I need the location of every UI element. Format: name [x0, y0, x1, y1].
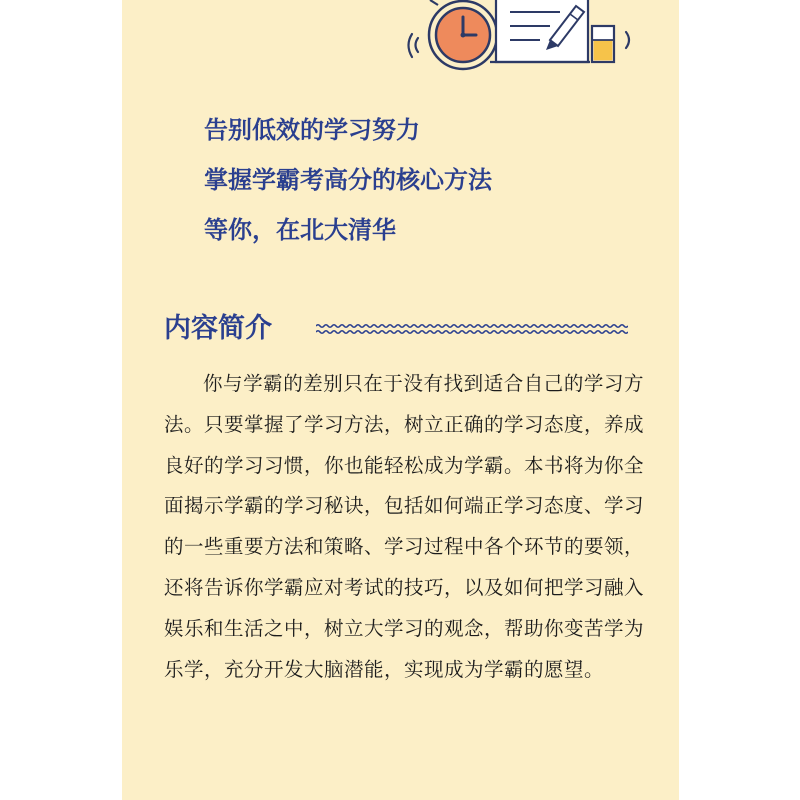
- study-illustration: [400, 0, 650, 75]
- alarm-clock-icon: [409, 0, 498, 69]
- section-title: 内容简介: [164, 313, 272, 344]
- glass-icon: [592, 26, 614, 62]
- slogan-line-1: 告别低效的学习努力: [204, 115, 420, 144]
- slogan-line-2: 掌握学霸考高分的核心方法: [204, 165, 492, 194]
- intro-paragraph: 你与学霸的差别只在于没有找到适合自己的学习方法。只要掌握了学习方法，树立正确的学习态度，养成良好的学习习惯，你也能轻松成为学霸。本书将为你全面揭示学霸的学习秘诀，包括如何端正学习态度、学习的一些重要方法和策略、学习过程中各个环节的要领，还将告诉你学霸应对考试的技巧，以及如何把学习融入娱乐和生活之中，树立大学习的观念，帮助你变苦学为乐学，充分开发大脑潜能，实现成为学霸的愿望。: [164, 372, 645, 681]
- slogan-block: [204, 105, 664, 255]
- wave-divider: [316, 318, 628, 340]
- slogan-line-3: 等你，在北大清华: [204, 215, 396, 244]
